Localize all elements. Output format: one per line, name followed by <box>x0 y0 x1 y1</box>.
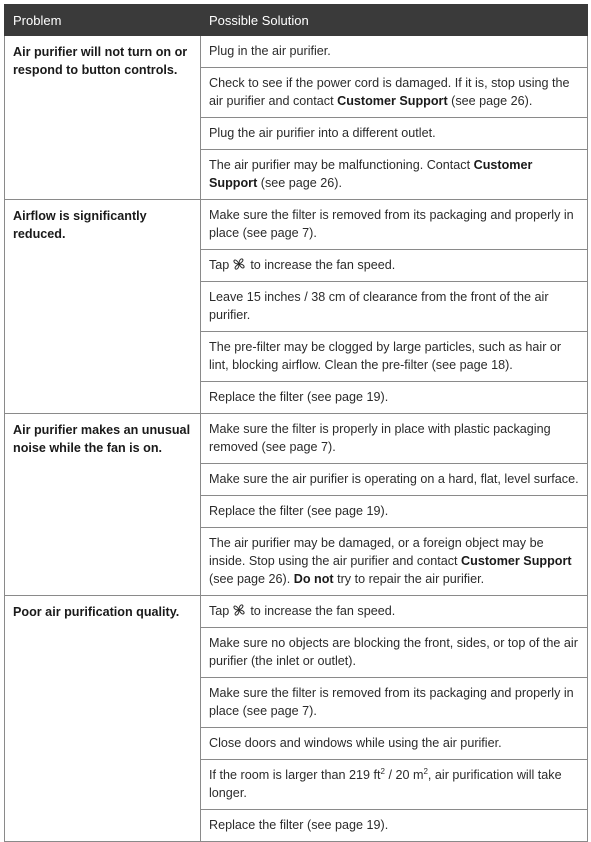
solution-text: (see page 26). <box>257 176 342 190</box>
solution-cell <box>201 250 588 282</box>
solution-cell: The pre-filter may be clogged by large particles, such as hair or lint, blocking airflow. Clean the pre-filter (see page 18). <box>201 332 588 382</box>
superscript: 2 <box>423 766 428 776</box>
solution-text: (see page 26). <box>209 572 294 586</box>
solution-text: (see page 26). <box>447 94 533 108</box>
problem-cell: Air purifier will not turn on or respond to button controls. <box>5 36 201 200</box>
problem-cell: Airflow is significantly reduced. <box>5 200 201 414</box>
solution-column-header: Possible Solution <box>201 5 588 36</box>
solution-cell: Close doors and windows while using the air purifier. <box>201 728 588 760</box>
table-row <box>5 36 588 68</box>
solution-cell: Replace the filter (see page 19). <box>201 810 588 842</box>
do-not-text: Do not <box>293 572 334 586</box>
customer-support-text: Customer Support <box>461 554 572 568</box>
solution-cell: Make sure the filter is properly in place with plastic packaging removed (see page 7). <box>201 414 588 464</box>
solution-cell <box>201 760 588 810</box>
solution-text: to increase the fan speed. <box>250 258 396 272</box>
solution-cell: Make sure the filter is removed from its packaging and properly in place (see page 7). <box>201 678 588 728</box>
solution-cell <box>201 528 588 596</box>
solution-cell: Make sure the air purifier is operating on a hard, flat, level surface. <box>201 464 588 496</box>
customer-support-text: Customer Support <box>209 158 533 190</box>
solution-cell <box>201 596 588 628</box>
table-row <box>5 200 588 250</box>
header-row <box>5 5 588 36</box>
tap-text: Tap <box>209 258 230 272</box>
problem-column-header: Problem <box>5 5 201 36</box>
solution-cell: Replace the filter (see page 19). <box>201 382 588 414</box>
customer-support-text: Customer Support <box>337 94 448 108</box>
solution-cell: Leave 15 inches / 38 cm of clearance from the front of the air purifier. <box>201 282 588 332</box>
solution-cell: Replace the filter (see page 19). <box>201 496 588 528</box>
fan-speed-icon <box>232 257 246 271</box>
troubleshooting-table <box>4 4 588 842</box>
fan-speed-icon <box>232 603 246 617</box>
solution-text: to increase the fan speed. <box>250 604 396 618</box>
solution-cell: Make sure the filter is removed from its packaging and properly in place (see page 7). <box>201 200 588 250</box>
solution-text: The air purifier may be malfunctioning. Contact <box>209 158 474 172</box>
solution-cell: Plug in the air purifier. <box>201 36 588 68</box>
solution-cell: Plug the air purifier into a different outlet. <box>201 118 588 150</box>
solution-cell <box>201 150 588 200</box>
solution-cell: Make sure no objects are blocking the front, sides, or top of the air purifier (the inlet or outlet). <box>201 628 588 678</box>
solution-text: Check to see if the power cord is damaged. If it is, stop using the air purifier and contact <box>209 76 570 108</box>
solution-text: try to repair the air purifier. <box>333 572 485 586</box>
solution-text: The air purifier may be damaged, or a foreign object may be inside. Stop using the air purifier and contact <box>209 536 544 568</box>
solution-cell <box>201 68 588 118</box>
problem-cell: Air purifier makes an unusual noise while the fan is on. <box>5 414 201 596</box>
table-row <box>5 414 588 464</box>
solution-text: If the room is larger than 219 ft <box>209 768 381 782</box>
solution-text: / 20 m <box>384 768 424 782</box>
solution-text: , air purification will take longer. <box>209 768 562 800</box>
superscript: 2 <box>380 766 385 776</box>
table-row <box>5 596 588 628</box>
problem-cell: Poor air purification quality. <box>5 596 201 842</box>
tap-text: Tap <box>209 604 230 618</box>
